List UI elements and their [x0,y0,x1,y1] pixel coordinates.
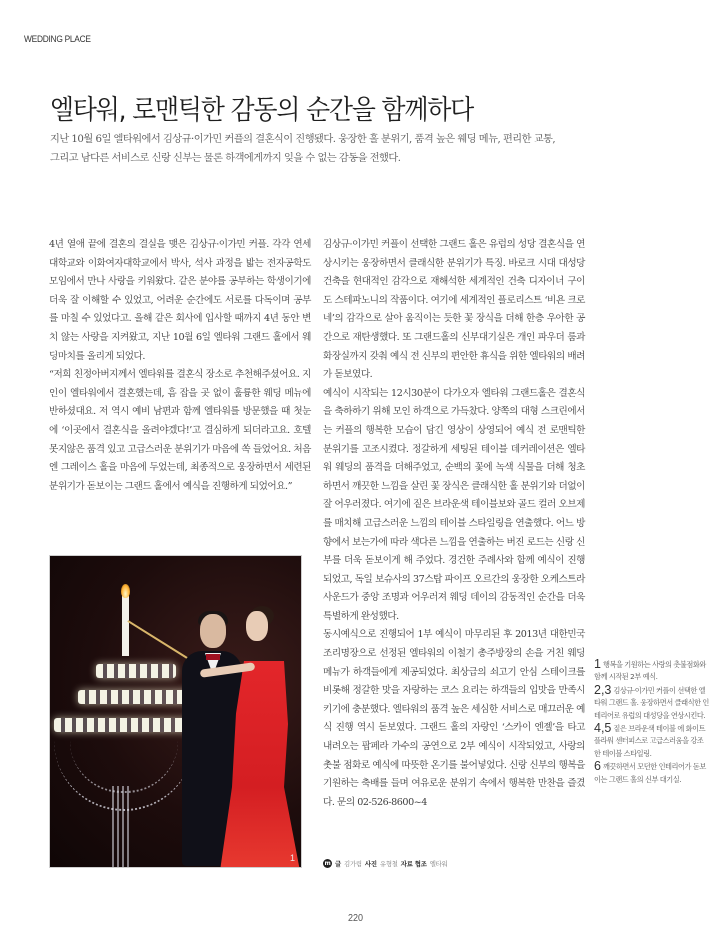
paragraph: 4년 열애 끝에 결혼의 결실을 맺은 김상규·이가민 커플. 각각 연세대학교와 이화여자대학교에서 박사, 석사 과정을 밟는 전자공학도 모임에서 만나 사랑을 키워왔다. 같은 분야를 공부하는 학생이기에 더욱 잘 이해할 수 있었고, 어려운 순간에도 서로를 다독이며 공부를 마칠 수 있었다고. 올해 같은 회사에 입사할 때까지 4년 동안 변치 않는 사랑을 지켜왔고, 지난 10월 6일 엘타워 그랜드 홀에서 웨딩마치를 올리게 되었다. [49,239,311,362]
caption: 1 행복을 기원하는 사랑의 촛불점화와 함께 시작된 2부 예식. [594,657,706,682]
caption: 4,5 짙은 브라운색 테이블 에 화이트 플라워 센터피스로 고급스러움을 강조한 테이블 스타일링. [594,721,706,758]
paragraph: 예식이 시작되는 12시30분이 다가오자 엘타워 그랜드홀은 결혼식을 축하하기 위해 모인 하객으로 가득찼다. 양쪽의 대형 스크린에서는 커플의 행복한 모습이 담긴 영상이 상영되어 예식 전 로맨틱한 분위기를 고조시켰다. 정갈하게 세팅된 테이블 데커레이션은 엘타워 웨딩의 품격을 더해주었고, 순백의 꽃에 녹색 식물을 더해 청초하면서 깨끗한 느낌을 살린 꽃 장식은 클래식한 홀 분위기와 더없이 잘 어우러졌다. 여기에 짙은 브라운색 테이블보와 골드 컬러 오브제를 매치해 고급스러운 느낌의 테이블 스타일링을 연출했다. 어느 방향에서 보는가에 따라 색다른 느낌을 연출하는 버진 로드는 신랑 신부를 더욱 돋보이게 해 주었다. 경건한 주례사와 함께 예식이 진행되었고, 독일 보슈사의 37스탑 파이프 오르간의 웅장한 오케스트라 사운드가 중앙 조명과 어우러져 웨딩 데이의 감동적인 순간을 더욱 특별하게 완성했다. [323,387,585,622]
crystal-stem [112,786,132,868]
photo-captions [594,658,709,786]
bowtie-icon [206,654,220,660]
caption: 6 깨끗하면서 모던한 인테리어가 돋보이는 그랜드 홀의 신부 대기실. [594,759,706,784]
photo-number: 1 [289,853,295,863]
body-column-left [49,236,311,496]
paragraph: 김상규·이가민 커플이 선택한 그랜드 홀은 유럽의 성당 결혼식을 연상시키는 웅장하면서 클래식한 분위기가 특징. 바로크 시대 대성당 건축을 현대적인 감각으로 재해석한 세계적인 건축 디자이너 구이도 스테파노니의 작품이다. 여기에 세계적인 플로리스트 ‘비욘 크로네’의 감각으로 살아 움직이는 듯한 꽃 장식을 더해 한층 우아한 공간으로 재탄생했다. 또 그랜드홀의 신부대기실은 개인 파우더 룸과 화장실까지 갖춰 예식 전 신부의 편안한 휴식을 위한 엘타워의 배려가 돋보였다. [323,239,585,381]
article-title: 엘타워, 로맨틱한 감동의 순간을 함께하다 [50,95,474,126]
lede-line: 지난 10월 6일 엘타워에서 김상규·이가민 커플의 결혼식이 진행됐다. 웅장한 홀 분위기, 품격 높은 웨딩 메뉴, 편리한 교통, [50,134,556,145]
page-number: 220 [348,913,364,924]
photographer-name: 유형철 [379,860,398,868]
quote-paragraph: “저희 친정아버지께서 엘타워를 결혼식 장소로 추천해주셨어요. 지인이 엘타워에서 결혼했는데, 흠 잡을 곳 없이 훌륭한 웨딩 메뉴에 반하셨대요. 저 역시 예비 남편과 함께 엘타워를 방문했을 때 첫눈에 ‘이곳에서 결혼식을 올려야겠다!’고 결심하게 되더라고요. 호텔 못지않은 품격 있고 고급스러운 분위기가 마음에 쏙 들었어요. 처음엔 그레이스 홀을 마음에 두었는데, 최종적으로 웅장하면서 세련된 분위기가 돋보이는 그랜드 홀에서 예식을 진행하게 되었어요.” [49,369,311,492]
writer-name: 김가림 [343,860,362,868]
body-column-right [323,236,585,812]
wedding-photo [49,555,302,868]
caption: 2,3 김상규·이가민 커플이 선택한 엘타워 그랜드 홀. 웅장하면서 클래식한 인테리어로 유럽의 대성당을 연상시킨다. [594,682,709,720]
bride-head [246,611,268,641]
groom-head [200,614,226,648]
candle-lighter [128,620,190,659]
lede-line: 그리고 남다른 서비스로 신랑 신부는 물론 하객에게까지 잊을 수 없는 감동을 전했다. [50,153,401,164]
article-lede [50,130,590,168]
flame-icon [121,584,130,598]
section-label: WEDDING PLACE [24,34,91,45]
magazine-logo-icon: m [324,860,331,867]
paragraph: 동시예식으로 진행되어 1부 예식이 마무리된 후 2013년 대한민국 조리명장으로 선정된 엘타워의 이철기 총주방장의 손을 거친 웨딩 메뉴가 하객들에게 제공되었다. 최상급의 쇠고기 안심 스테이크를 비롯해 정갈한 맛을 자랑하는 코스 요리는 하객들의 입맛을 만족시키기에 충분했다. 엘타워의 품격 높은 세심한 서비스로 매끄러운 예식 진행 역시 돋보였다. 그랜드 홀의 자랑인 ‘스카이 엔젤’을 타고 내려오는 팝페라 가수의 공연으로 2부 예식이 시작되었고, 사랑의 촛불 점화로 예식에 따뜻한 온기를 불어넣었다. 신랑 신부의 행복을 기원하는 축배를 들며 여유로운 분위기 속에서 행복한 만찬을 즐겼다. 문의 02-526-8600~4 [323,629,585,808]
candle-icon [122,596,129,656]
article-credits: m 글 김가림 사진 유형철 자료 협조 엘타워 [324,860,448,868]
source-name: 엘타워 [429,860,448,868]
